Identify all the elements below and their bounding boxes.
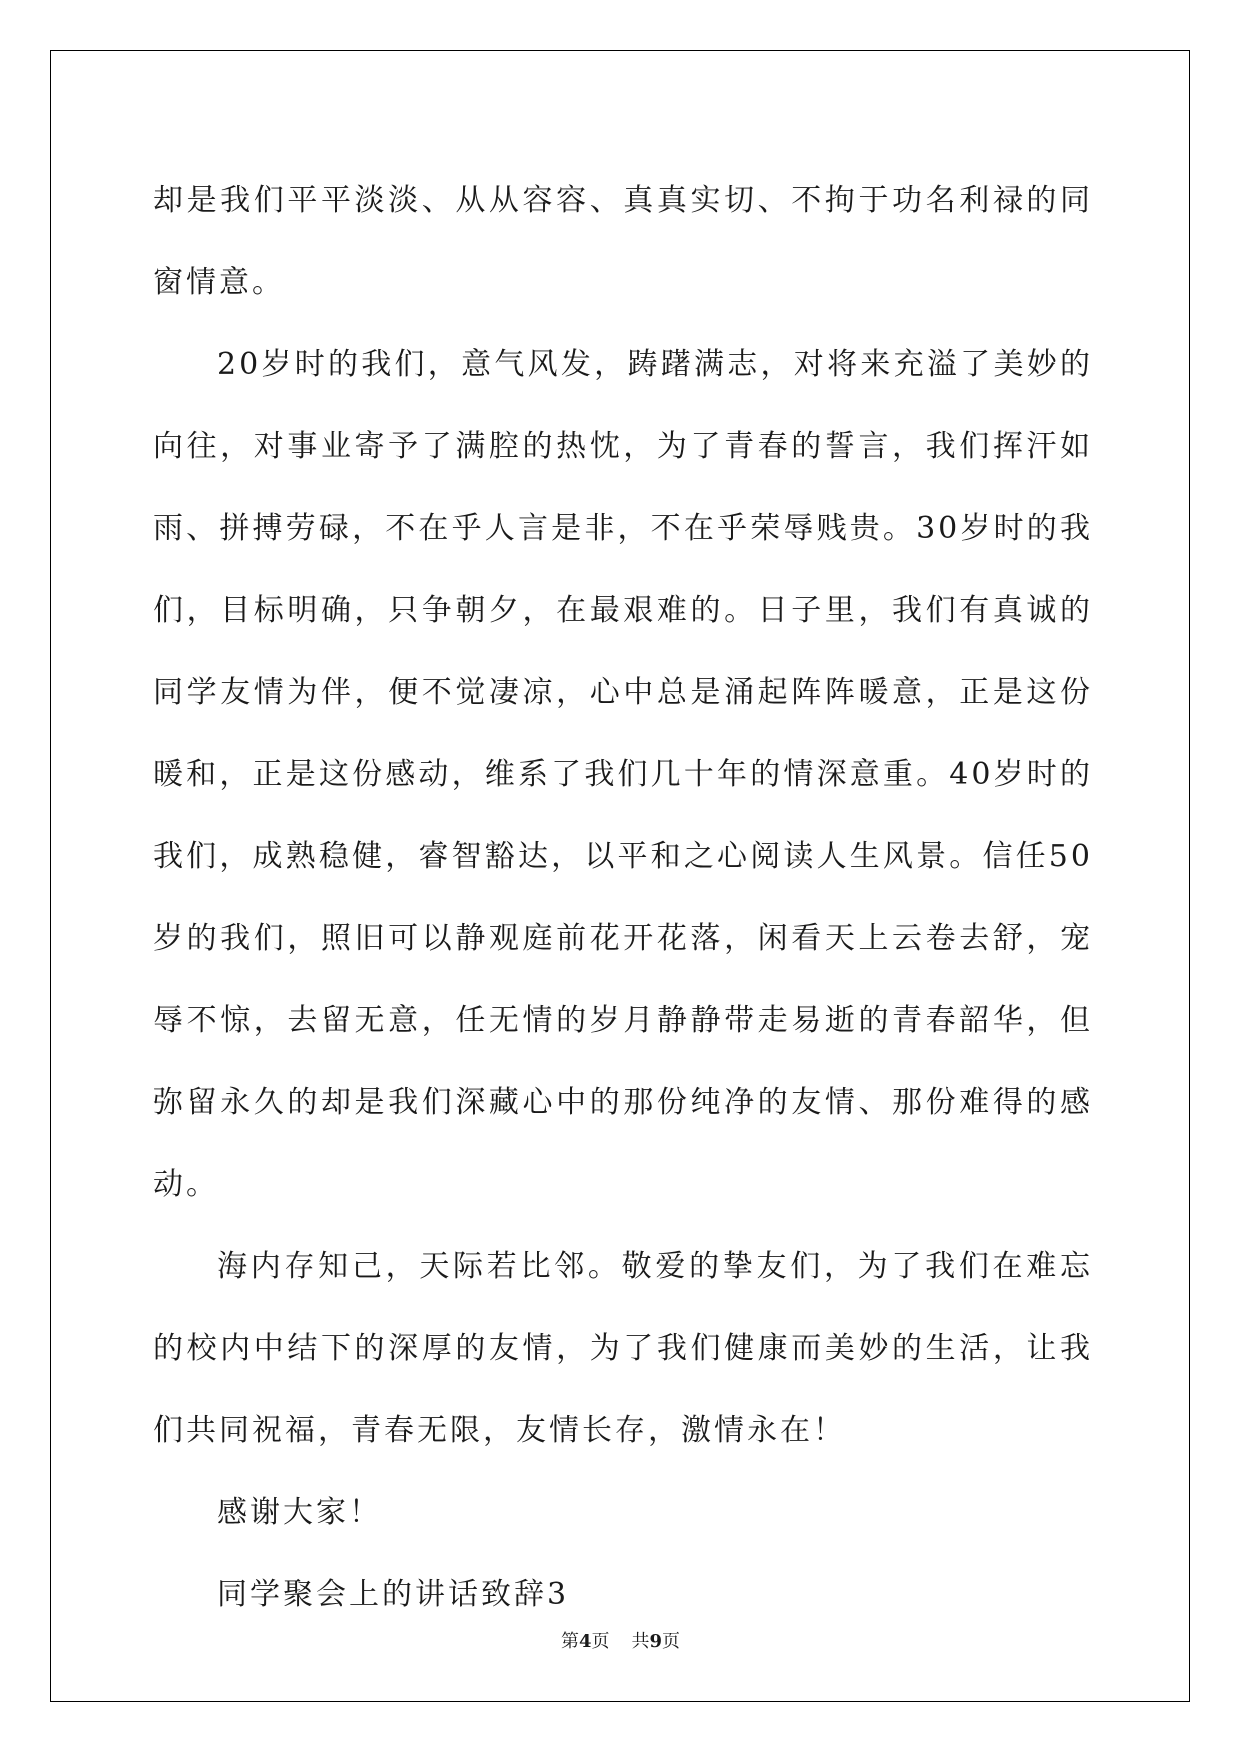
- total-prefix: 共: [631, 1631, 650, 1652]
- page-footer: [0, 1627, 1241, 1653]
- total-pages: 9: [649, 1631, 663, 1652]
- paragraph-1: 却是我们平平淡淡、从从容容、真真实切、不拘于功名利禄的同窗情意。: [153, 183, 1093, 300]
- page-number: 4: [578, 1631, 592, 1652]
- paragraph-2: 20岁时的我们，意气风发，踌躇满志，对将来充溢了美妙的向往，对事业寄予了满腔的热忱，为了青春的誓言，我们挥汗如雨、拼搏劳碌，不在乎人言是非，不在乎荣辱贱贵。30岁时的我们，目标明确，只争朝夕，在最艰难的。日子里，我们有真诚的同学友情为伴，便不觉凄凉，心中总是涌起阵阵暖意，正是这份暖和，正是这份感动，维系了我们几十年的情深意重。40岁时的我们，成熟稳健，睿智豁达，以平和之心阅读人生风景。信任50岁的我们，照旧可以静观庭前花开花落，闲看天上云卷去舒，宠辱不惊，去留无意，任无情的岁月静静带走易逝的青春韶华，但弥留永久的却是我们深藏心中的那份纯净的友情、那份难得的感动。: [153, 347, 1093, 1202]
- paragraph-3: 海内存知己，天际若比邻。敬爱的挚友们，为了我们在难忘的校内中结下的深厚的友情，为了我们健康而美妙的生活，让我们共同祝福，青春无限，友情长存，激情永在！: [153, 1249, 1093, 1448]
- page-suffix: 页: [591, 1631, 610, 1652]
- paragraph-4: 感谢大家！: [217, 1495, 382, 1530]
- document-body: [153, 160, 1093, 1636]
- page-prefix: 第: [560, 1631, 579, 1652]
- section-heading: 同学聚会上的讲话致辞3: [217, 1577, 570, 1612]
- total-suffix: 页: [662, 1631, 681, 1652]
